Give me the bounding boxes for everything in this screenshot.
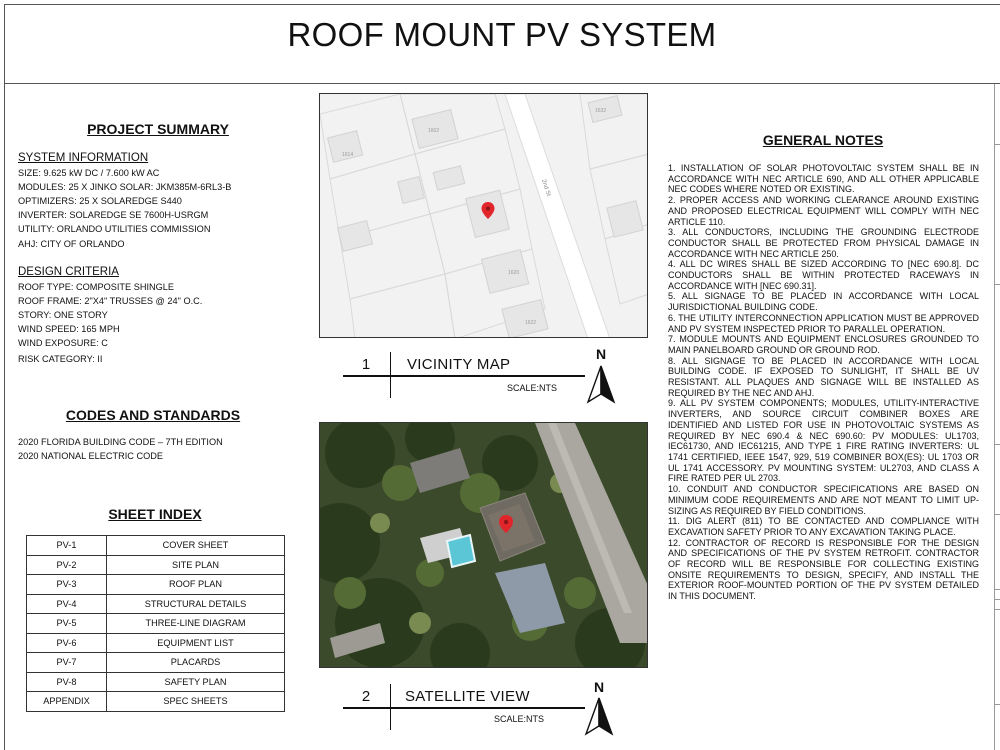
sheet-number: PV-1 (27, 536, 107, 556)
general-note: 12. CONTRACTOR OF RECORD IS RESPONSIBLE FOR THE DESIGN AND SPECIFICATIONS OF THE PV SYSTEM RETROFIT. CONTRACTOR OF RECORD WILL BE RESPONSIBLE FOR COLLECTING EXISTING ONSITE REQUIREMENTS TO DESIGN, SPECIFY, AND INSTALL THE EXTERIOR ROOF-MOUNTED PORTION OF THE PV SYSTEM DETAILED IN THIS DOCUMENT. (668, 537, 979, 602)
satellite-view-image (319, 422, 648, 668)
vicinity-map-number: 1 (361, 356, 371, 373)
sheet-description: SPEC SHEETS (107, 692, 285, 712)
table-row (27, 633, 285, 653)
sheet-description: PLACARDS (107, 653, 285, 673)
general-note: 10. CONDUIT AND CONDUCTOR SPECIFICATIONS ARE BASED ON MINIMUM CODE REQUIREMENTS AND ARE NOT MEANT TO LIMIT UP-SIZING AS REQUIRED BY FIELD CONDITIONS. (668, 484, 979, 516)
title-block-strip (994, 84, 1000, 750)
general-note: 11. DIG ALERT (811) TO BE CONTACTED AND COMPLIANCE WITH EXCAVATION SAFETY PRIOR TO ANY EXCAVATION TAKING PLACE. (668, 516, 979, 537)
sheet-number: PV-3 (27, 575, 107, 595)
satellite-view-scale: SCALE:NTS (494, 714, 545, 724)
general-note: 2. PROPER ACCESS AND WORKING CLEARANCE AROUND EXISTING AND PROPOSED ELECTRICAL EQUIPMENT WILL COMPLY WITH NEC ARTICLE 110. (668, 195, 979, 227)
parcel-label: 1632 (595, 108, 607, 114)
table-row (27, 536, 285, 556)
general-notes-list (668, 163, 979, 602)
design-criteria-line: WIND SPEED: 165 MPH (18, 324, 120, 334)
parcel-label: 1602 (428, 128, 440, 134)
sheet-number: APPENDIX (27, 692, 107, 712)
table-row (27, 692, 285, 712)
general-notes-heading: GENERAL NOTES (762, 132, 884, 148)
general-note: 8. ALL SIGNAGE TO BE PLACED IN ACCORDANCE WITH LOCAL BUILDING CODE. IF EXPOSED TO SUNLIGHT, IT SHALL BE UV RESISTANT. ALL PLAQUES AND SIGNAGE WILL BE INSTALLED AS REQUIRED BY THE NEC AND AHJ. (668, 355, 979, 398)
system-information-heading: SYSTEM INFORMATION (18, 152, 149, 164)
sheet-number: PV-2 (27, 555, 107, 575)
sheet-number: PV-4 (27, 594, 107, 614)
vicinity-map-scale: SCALE:NTS (507, 383, 558, 393)
sheet-description: SITE PLAN (107, 555, 285, 575)
system-info-line: MODULES: 25 X JINKO SOLAR: JKM385M-6RL3-B (18, 182, 232, 192)
vicinity-north-label: N (595, 346, 607, 362)
table-row (27, 555, 285, 575)
satellite-view-number: 2 (361, 688, 371, 705)
title-block (4, 4, 1000, 84)
north-arrow-icon (584, 696, 614, 736)
general-note: 3. ALL CONDUCTORS, INCLUDING THE GROUNDING ELECTRODE CONDUCTOR SHALL BE PROTECTED FROM PHYSICAL DAMAGE IN ACCORDANCE WITH NEC ARTICLE 250. (668, 227, 979, 259)
general-note: 9. ALL PV SYSTEM COMPONENTS; MODULES, UTILITY-INTERACTIVE INVERTERS, AND SOURCE CIRCUIT COMBINER BOXES ARE IDENTIFIED AND LISTED FOR USE IN PHOTOVOLTAIC SYSTEMS AS REQUIRED BY NEC 690.4 & NEC 690.60: PV MODULES: UL1703, IEC61730, AND IEC61215, AND TYPE 1 FIRE RATING INVERTERS: UL 1741 CERTIFIED, IEEE 1547, 929, 519 COMBINER BOX(ES): UL 1703 OR UL 1741 ACCESSORY. PV MOUNTING SYSTEM: UL2703, AND CLASS A FIRE RATED PER UL 2703. (668, 398, 979, 484)
design-criteria-heading: DESIGN CRITERIA (18, 266, 119, 278)
sheet-description: STRUCTURAL DETAILS (107, 594, 285, 614)
system-info-line: SIZE: 9.625 kW DC / 7.600 kW AC (18, 168, 160, 178)
sheet-description: ROOF PLAN (107, 575, 285, 595)
general-note: 5. ALL SIGNAGE TO BE PLACED IN ACCORDANCE WITH LOCAL JURISDICTIONAL BUILDING CODE. (668, 291, 979, 313)
code-line: 2020 FLORIDA BUILDING CODE – 7TH EDITION (18, 437, 223, 447)
vicinity-map-image (319, 93, 648, 338)
sheet-index-table (26, 535, 285, 712)
system-info-line: UTILITY: ORLANDO UTILITIES COMMISSION (18, 224, 211, 234)
street-label: 2nd St (540, 178, 552, 198)
sheet-description: EQUIPMENT LIST (107, 633, 285, 653)
parcel-label: 1614 (342, 152, 354, 158)
parcel-label: 1620 (508, 270, 520, 276)
design-criteria-line: ROOF TYPE: COMPOSITE SHINGLE (18, 282, 175, 292)
general-note: 7. MODULE MOUNTS AND EQUIPMENT ENCLOSURES GROUNDED TO MAIN PANELBOARD GROUND OR GROUND ROD. (668, 334, 979, 355)
sheet-number: PV-5 (27, 614, 107, 634)
sheet-number: PV-6 (27, 633, 107, 653)
design-criteria-line: STORY: ONE STORY (18, 310, 108, 320)
sheet-description: SAFETY PLAN (107, 672, 285, 692)
general-note: 1. INSTALLATION OF SOLAR PHOTOVOLTAIC SYSTEM SHALL BE IN ACCORDANCE WITH NEC ARTICLE 690, AND ALL OTHER APPLICABLE NEC CODES WHERE NOTED OR EXISTING. (668, 163, 979, 195)
table-row (27, 672, 285, 692)
sheet-description: COVER SHEET (107, 536, 285, 556)
project-summary-heading: PROJECT SUMMARY (87, 121, 229, 137)
general-note: 4. ALL DC WIRES SHALL BE SIZED ACCORDING TO [NEC 690.8]. DC CONDUCTORS SHALL BE WITHIN PROTECTED RACEWAYS IN ACCORDANCE WITH [NEC 690.31]. (668, 259, 979, 291)
vicinity-callout-divider (390, 352, 391, 398)
north-arrow-icon (586, 364, 616, 404)
system-info-line: AHJ: CITY OF ORLANDO (18, 239, 125, 249)
satellite-callout-line (343, 707, 585, 709)
sheet-description: THREE-LINE DIAGRAM (107, 614, 285, 634)
table-row (27, 575, 285, 595)
sheet-number: PV-8 (27, 672, 107, 692)
design-criteria-line: RISK CATEGORY: II (18, 354, 103, 364)
system-info-line: INVERTER: SOLAREDGE SE 7600H-USRGM (18, 210, 209, 220)
sheet-index-heading: SHEET INDEX (108, 506, 202, 522)
satellite-north-label: N (593, 679, 605, 695)
design-criteria-line: ROOF FRAME: 2"X4" TRUSSES @ 24" O.C. (18, 296, 203, 306)
vicinity-callout-line (343, 375, 585, 377)
codes-standards-heading: CODES AND STANDARDS (65, 407, 241, 423)
satellite-callout-divider (390, 684, 391, 730)
system-info-line: OPTIMIZERS: 25 X SOLAREDGE S440 (18, 196, 182, 206)
code-line: 2020 NATIONAL ELECTRIC CODE (18, 451, 163, 461)
table-row (27, 614, 285, 634)
parcel-label: 1622 (525, 320, 537, 326)
sheet-number: PV-7 (27, 653, 107, 673)
table-row (27, 653, 285, 673)
general-note: 6. THE UTILITY INTERCONNECTION APPLICATION MUST BE APPROVED AND PV SYSTEM INSPECTED PRIOR TO PARALLEL OPERATION. (668, 312, 979, 334)
vicinity-map-title: VICINITY MAP (407, 356, 511, 373)
sheet-title: ROOF MOUNT PV SYSTEM (287, 16, 717, 53)
table-row (27, 594, 285, 614)
satellite-view-title: SATELLITE VIEW (405, 688, 530, 705)
design-criteria-line: WIND EXPOSURE: C (18, 338, 108, 348)
